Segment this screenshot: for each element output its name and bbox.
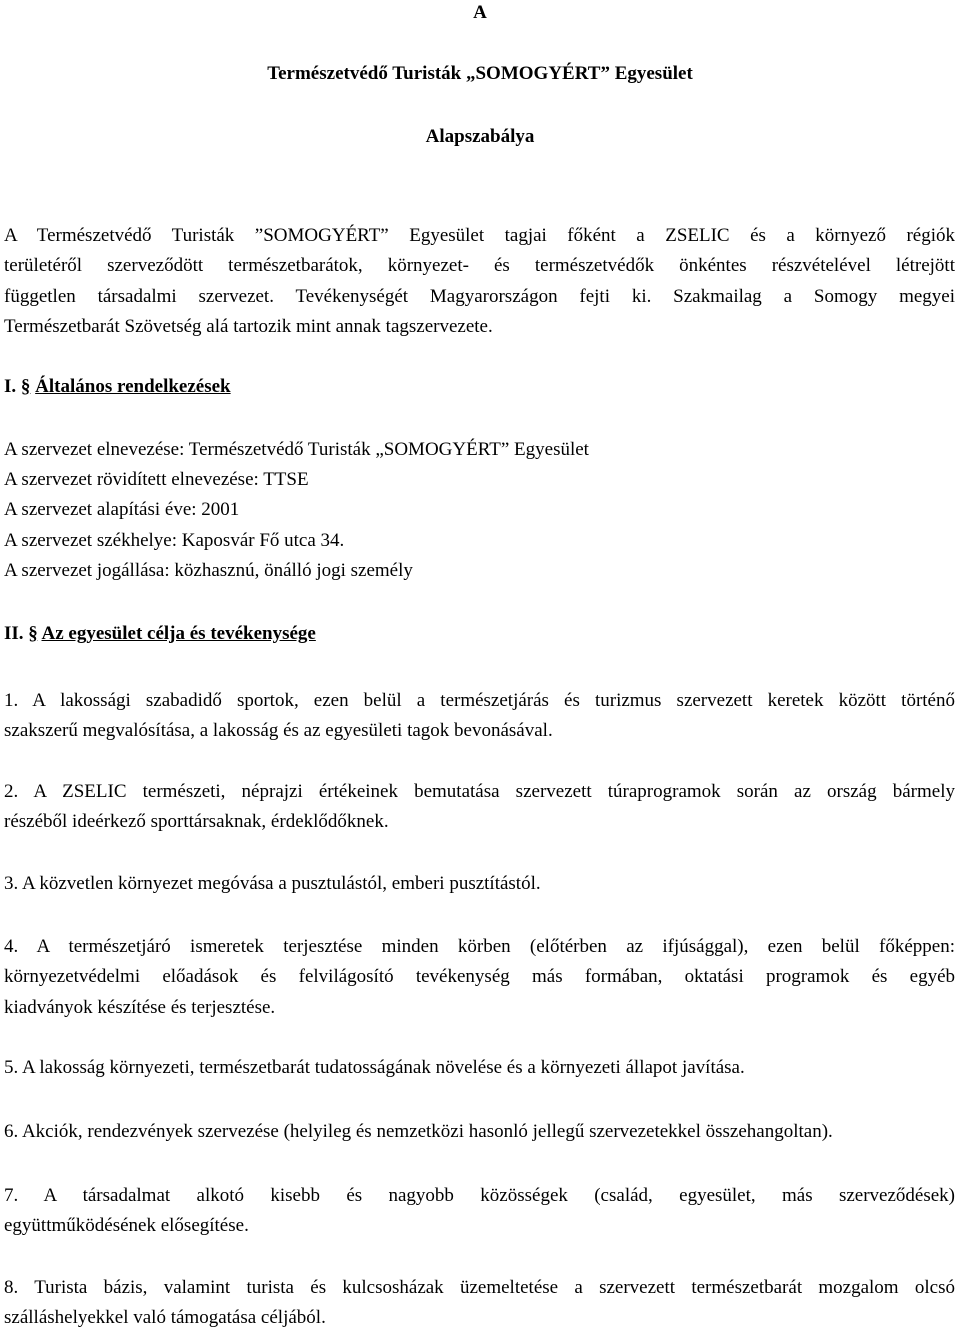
- org-headquarters-line: A szervezet székhelye: Kaposvár Fő utca 34.: [4, 530, 345, 551]
- org-legal-status-line: A szervezet jogállása: közhasznú, önálló jogi személy: [4, 560, 413, 581]
- section-2-title: Az egyesület célja és tevékenysége: [41, 623, 316, 644]
- goal-line: 2. A ZSELIC természeti, néprajzi értékeinek bemutatása szervezett túraprogramok során az ország bármely: [4, 781, 955, 802]
- intro-line: A Természetvédő Turisták ”SOMOGYÉRT” Egyesület tagjai főként a ZSELIC és a környező régiók: [4, 225, 955, 246]
- goal-line: környezetvédelmi előadások és felvilágosító tevékenység más formában, oktatási programok és egyéb: [4, 966, 955, 987]
- goal-line: 8. Turista bázis, valamint turista és kulcsosházak üzemeltetése a szervezett természetbarát mozgalom olcsó: [4, 1277, 955, 1298]
- document-title: Alapszabálya: [425, 126, 535, 147]
- section-2-number: II.: [4, 623, 24, 644]
- intro-line: Természetbarát Szövetség alá tartozik mint annak tagszervezete.: [4, 316, 493, 337]
- organization-title: Természetvédő Turisták „SOMOGYÉRT” Egyesület: [267, 63, 693, 84]
- section-1-title: Általános rendelkezések: [35, 376, 231, 397]
- document-letter: A: [473, 2, 487, 23]
- goal-line: 1. A lakossági szabadidő sportok, ezen belül a természetjárás és turizmus szervezett keretek között történő: [4, 690, 955, 711]
- goal-line: szálláshelyekkel való támogatása céljából.: [4, 1307, 326, 1328]
- org-name-line: A szervezet elnevezése: Természetvédő Turisták „SOMOGYÉRT” Egyesület: [4, 439, 589, 460]
- goal-line: részéből ideérkező sporttársaknak, érdeklődőknek.: [4, 811, 389, 832]
- goal-line: együttműködésének elősegítése.: [4, 1215, 249, 1236]
- org-short-name-line: A szervezet rövidített elnevezése: TTSE: [4, 469, 309, 490]
- goal-line: 7. A társadalmat alkotó kisebb és nagyobb közösségek (család, egyesület, más szerveződések): [4, 1185, 955, 1206]
- section-symbol: §: [20, 376, 31, 397]
- intro-line: területéről szerveződött természetbarátok, környezet- és természetvédők önkéntes részvételével létrejött: [4, 255, 955, 276]
- goal-line: 6. Akciók, rendezvények szervezése (helyileg és nemzetközi hasonló jellegű szervezetekkel összehangoltan).: [4, 1121, 833, 1142]
- section-1-number: I.: [4, 376, 17, 397]
- goal-line: 4. A természetjáró ismeretek terjesztése minden körben (előtérben az ifjúsággal), ezen belül főképpen:: [4, 936, 955, 957]
- goal-line: 3. A közvetlen környezet megóvása a pusztulástól, emberi pusztítástól.: [4, 873, 541, 894]
- intro-line: független társadalmi szervezet. Tevékenységét Magyarországon fejti ki. Szakmailag a Somogy megyei: [4, 286, 955, 307]
- goal-line: szakszerű megvalósítása, a lakosság és az egyesületi tagok bevonásával.: [4, 720, 553, 741]
- org-founding-year-line: A szervezet alapítási éve: 2001: [4, 499, 240, 520]
- section-symbol: §: [28, 623, 38, 644]
- goal-line: 5. A lakosság környezeti, természetbarát tudatosságának növelése és a környezeti állapot javítása.: [4, 1057, 745, 1078]
- section-2-heading: [4, 623, 316, 645]
- goal-line: kiadványok készítése és terjesztése.: [4, 997, 276, 1018]
- section-1-heading: [4, 376, 231, 398]
